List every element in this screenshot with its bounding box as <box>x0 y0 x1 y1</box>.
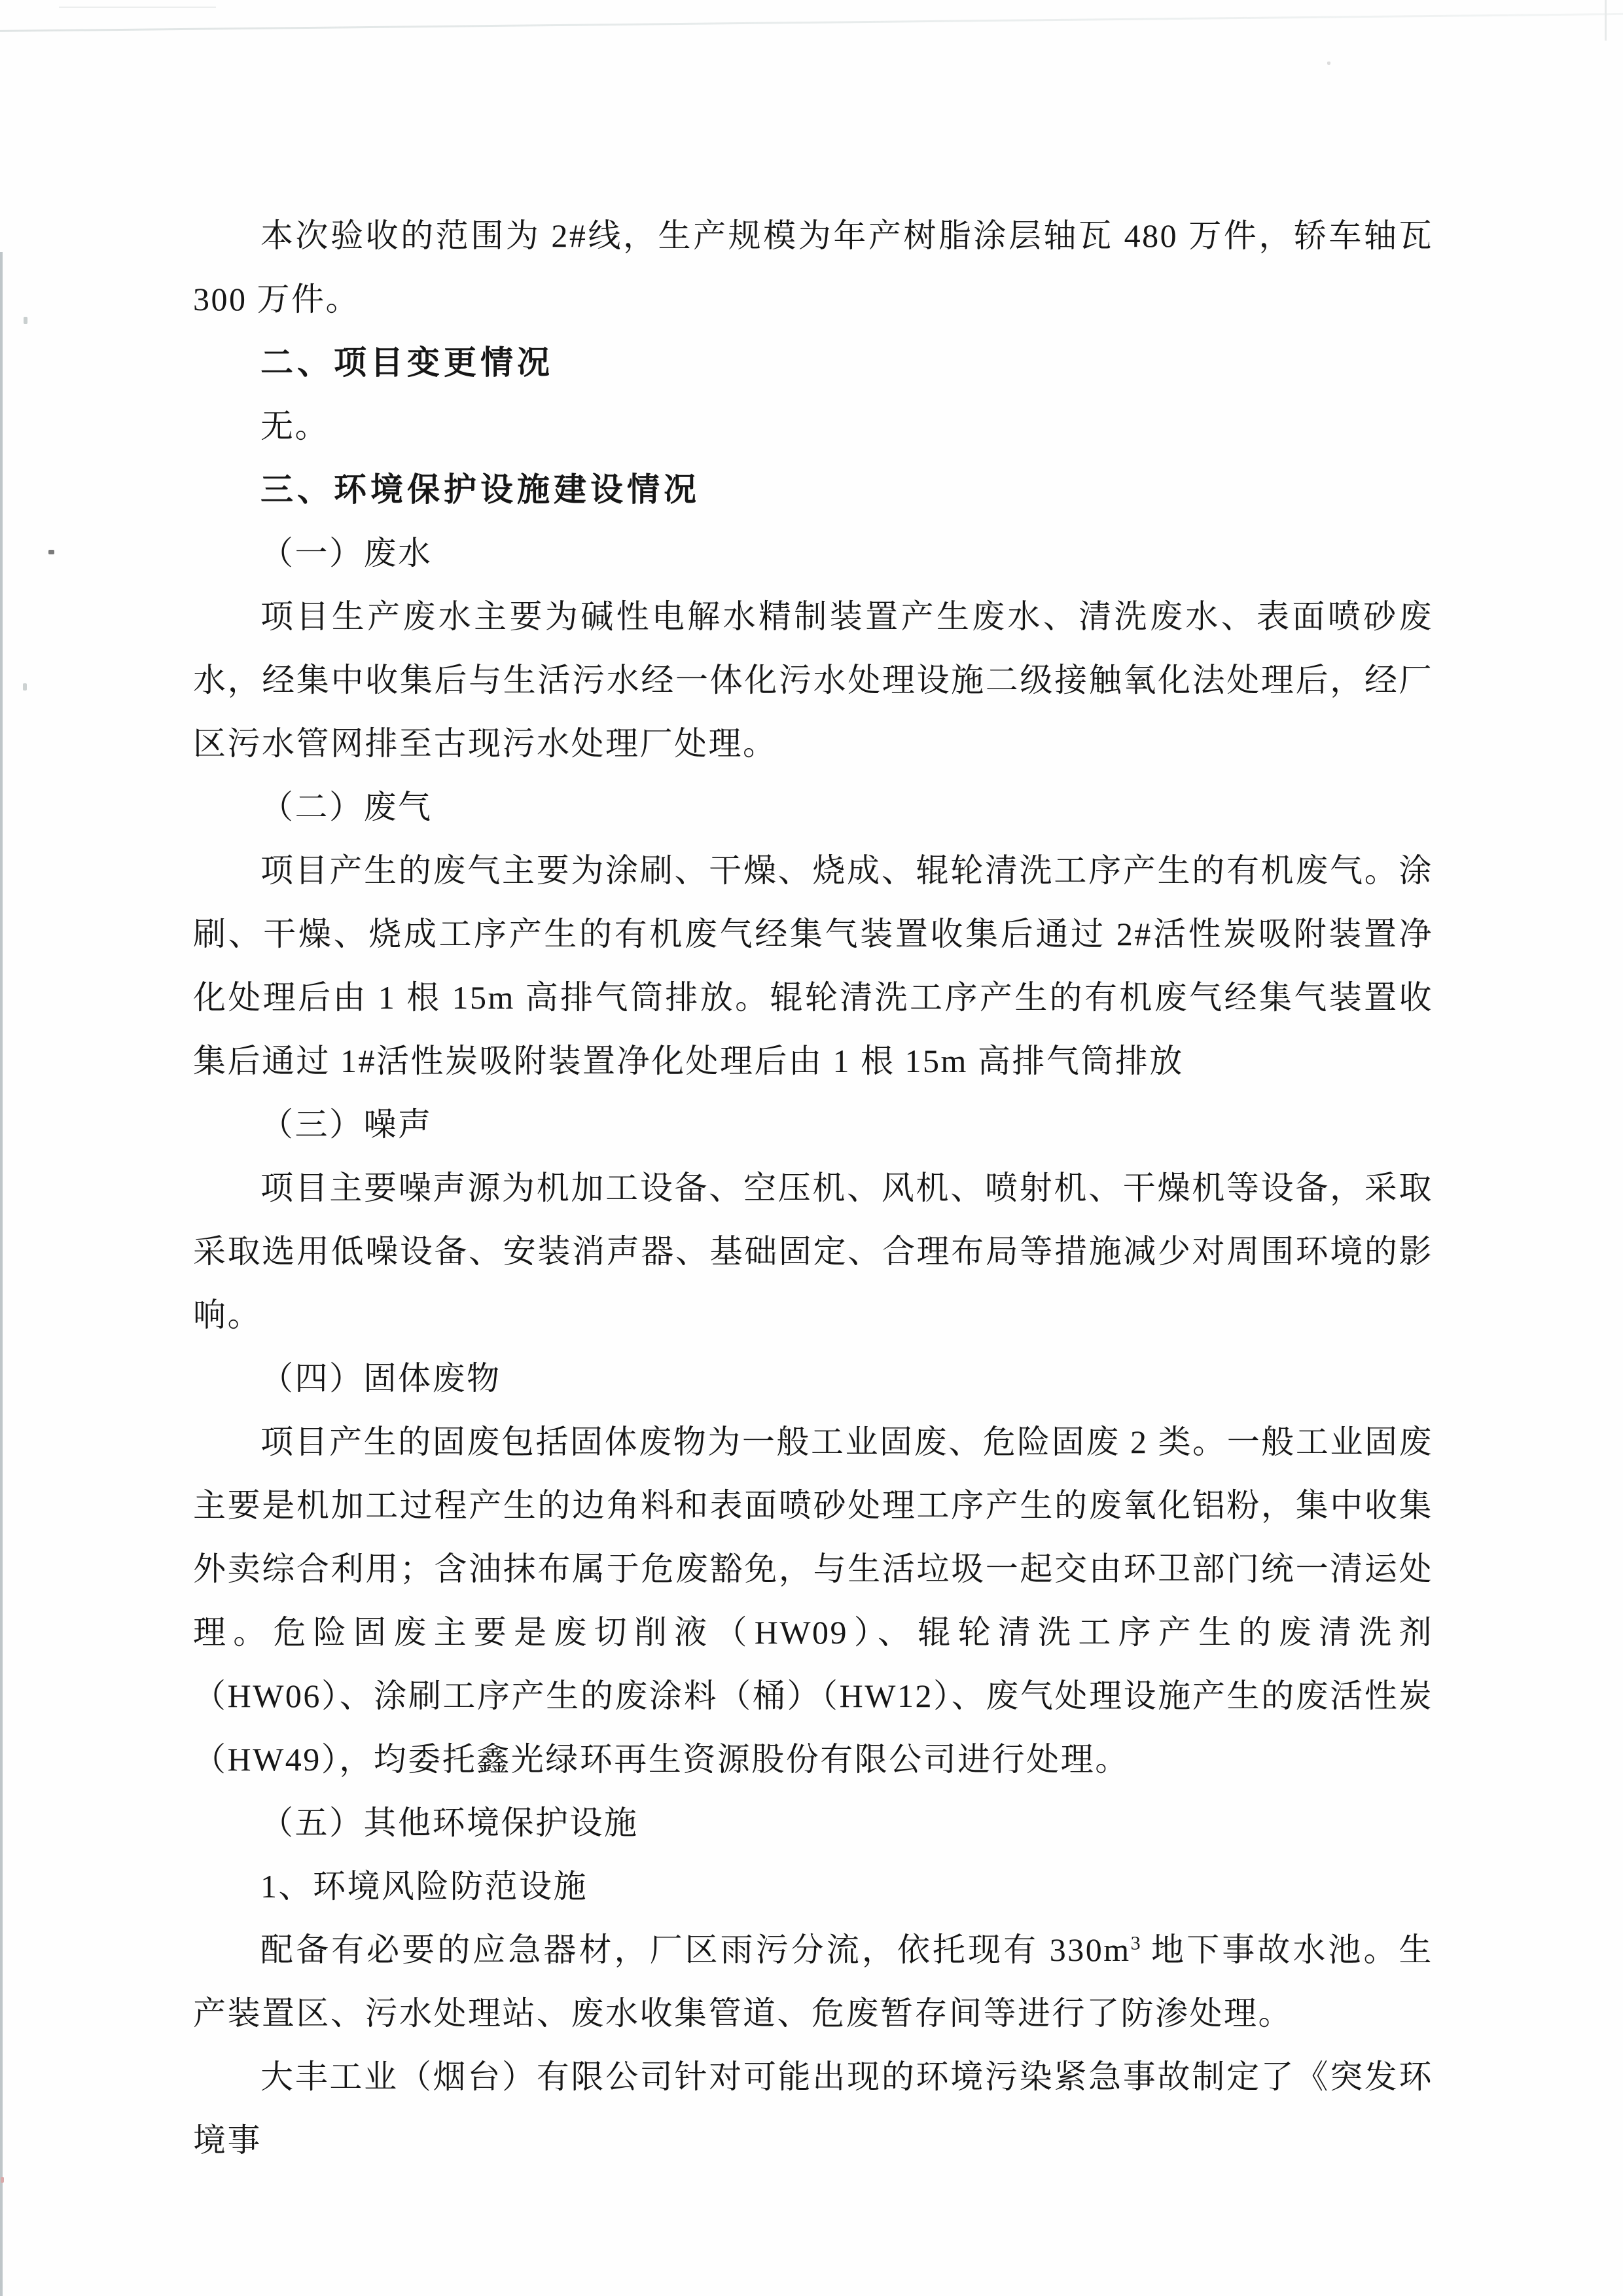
heading-project-changes: 二、项目变更情况 <box>260 344 554 381</box>
paragraph-wastewater: 项目生产废水主要为碱性电解水精制装置产生废水、清洗废水、表面喷砂废水，经集中收集后与生活污水经一体化污水处理设施二级接触氧化法处理后，经厂区污水管网排至古现污水处理厂处理。 <box>193 598 1433 762</box>
scan-artifact-top-line-2 <box>59 7 216 8</box>
scan-artifact-speck <box>1327 62 1330 65</box>
paragraph-none: 无。 <box>260 408 329 444</box>
scan-artifact-right-edge <box>1605 0 1607 41</box>
paragraph-waste-gas: 项目产生的废气主要为涂刷、干燥、烧成、辊轮清洗工序产生的有机废气。涂刷、干燥、烧成工序产生的有机废气经集气装置收集后通过 2#活性炭吸附装置净化处理后由 1 根 15m 高排气筒排放。辊轮清洗工序产生的有机废气经集气装置收集后通过 1#活性炭吸附装置净化处理后由 1 根 15m 高排气筒排放 <box>193 852 1433 1079</box>
paragraph-noise: 项目主要噪声源为机加工设备、空压机、风机、喷射机、干燥机等设备，采取采取选用低噪设备、安装消声器、基础固定、合理布局等措施减少对周围环境的影响。 <box>193 1170 1433 1333</box>
subheading-other-facilities: （五）其他环境保护设施 <box>260 1804 639 1841</box>
scan-artifact-speck <box>23 683 27 691</box>
subheading-wastewater: （一）废水 <box>260 535 433 571</box>
scan-artifact-speck <box>24 317 27 324</box>
paragraph-risk-prevention <box>193 1918 1433 2045</box>
paragraph-scope: 本次验收的范围为 2#线，生产规模为年产树脂涂层轴瓦 480 万件，轿车轴瓦 300 万件。 <box>193 217 1433 317</box>
subheading-solid-waste: （四）固体废物 <box>260 1360 501 1397</box>
subheading-noise: （三）噪声 <box>260 1106 433 1143</box>
scan-artifact-top-line <box>0 12 1623 32</box>
scan-artifact-left-edge <box>0 252 3 2296</box>
heading-env-protection-facilities: 三、环境保护设施建设情况 <box>260 471 700 508</box>
paragraph-solid-waste: 项目产生的固废包括固体废物为一般工业固废、危险固废 2 类。一般工业固废主要是机加工过程产生的边角料和表面喷砂处理工序产生的废氧化铝粉，集中收集外卖综合利用；含油抹布属于危废豁免，与生活垃圾一起交由环卫部门统一清运处理。危险固废主要是废切削液（HW09）、辊轮清洗工序产生的废清洗剂（HW06）、涂刷工序产生的废涂料（桶）（HW12）、废气处理设施产生的废活性炭（HW49），均委托鑫光绿环再生资源股份有限公司进行处理。 <box>193 1424 1433 1778</box>
subheading-risk-prevention: 1、环境风险防范设施 <box>260 1868 588 1905</box>
paragraph-emergency-plan: 大丰工业（烟台）有限公司针对可能出现的环境污染紧急事故制定了《突发环境事 <box>193 2058 1433 2159</box>
document-text-block <box>193 204 1433 2172</box>
superscript-cubic: 3 <box>1130 1932 1141 1954</box>
paragraph-risk-prevention-post: 地下事故水池。生产装置区、污水处理站、废水收集管道、危废暂存间等进行了防渗处理。 <box>193 1931 1434 2032</box>
subheading-waste-gas: （二）废气 <box>260 789 433 825</box>
scan-artifact-speck <box>48 550 54 554</box>
scan-artifact-speck <box>1 2177 4 2183</box>
paragraph-risk-prevention-pre: 配备有必要的应急器材，厂区雨污分流，依托现有 330m <box>260 1931 1131 1968</box>
